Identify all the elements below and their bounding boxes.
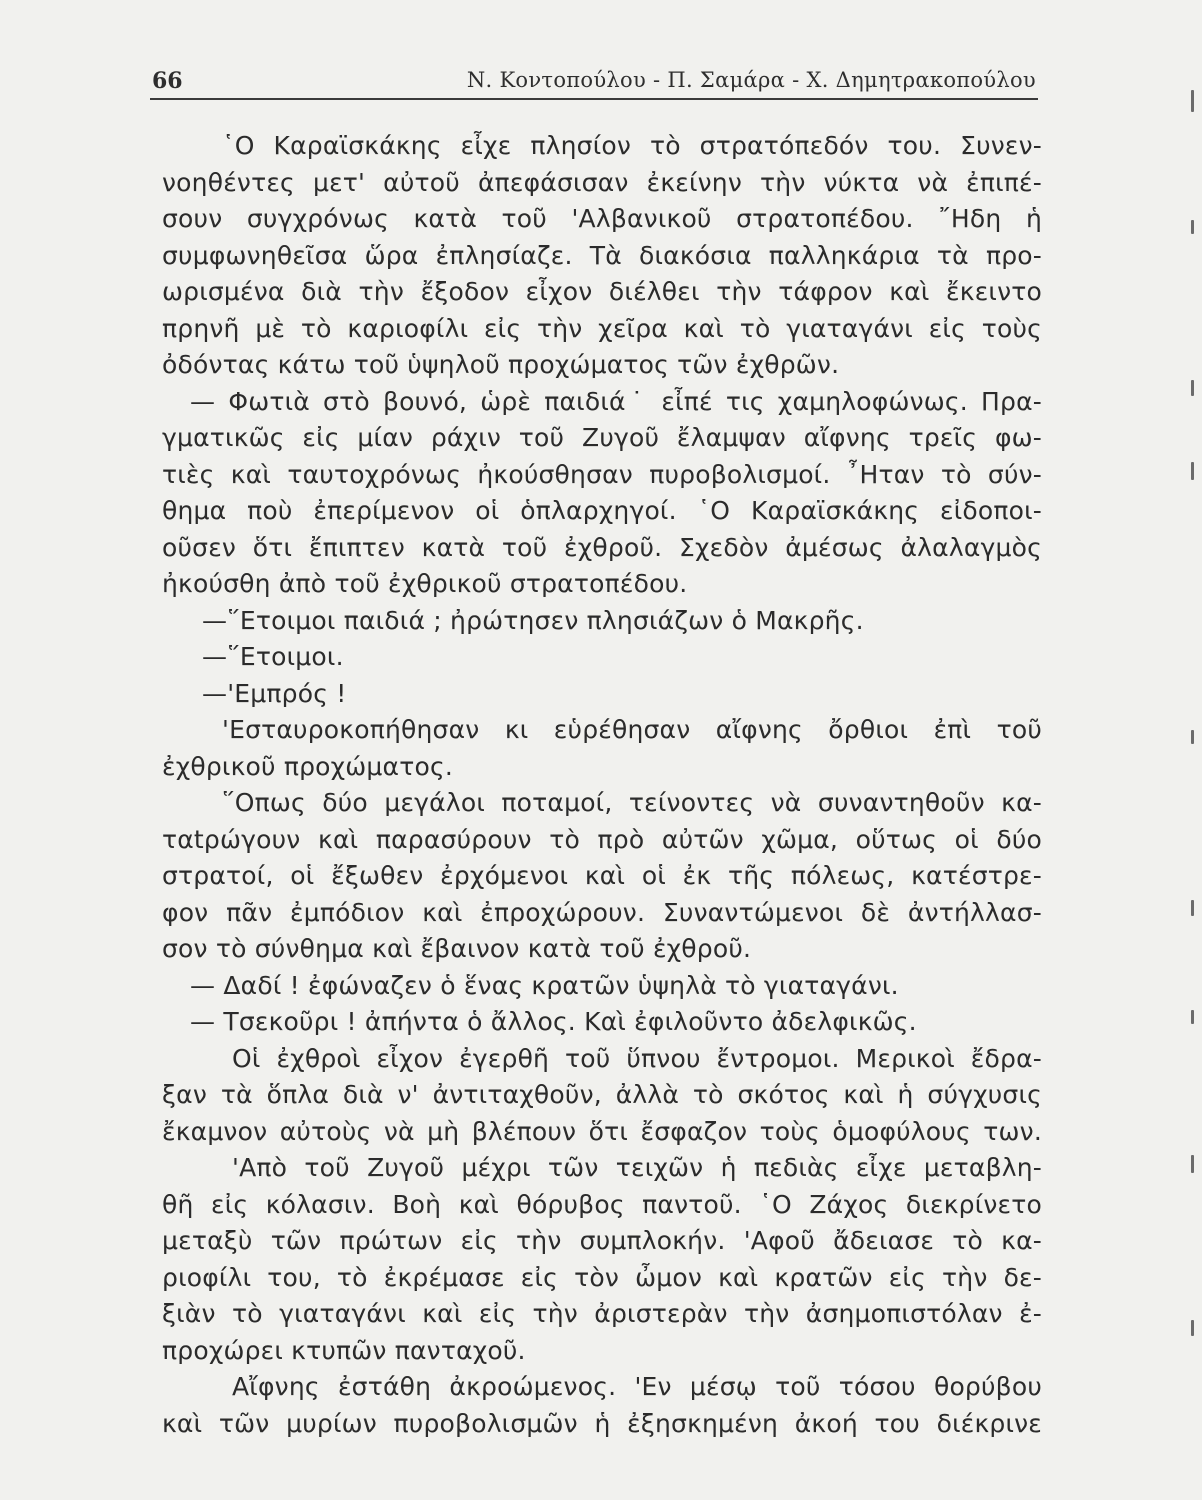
scan-mark xyxy=(1191,90,1194,112)
text-line: ἐχθρικοῦ προχώματος. xyxy=(162,751,453,781)
text-line: — Φωτιὰ στὸ βουνό, ὡρὲ παιδιά˙ εἶπέ τις χαμηλοφώνως. Πρα- xyxy=(190,386,1042,416)
text-line: σον τὸ σύνθημα καὶ ἔβαινον κατὰ τοῦ ἐχθροῦ. xyxy=(162,934,752,963)
scan-mark xyxy=(1191,1010,1194,1024)
text-line: πρηνῆ μὲ τὸ καριοφίλι εἰς τὴν χεῖρα καὶ τὸ γιαταγάνι εἰς τοὺς xyxy=(162,313,1042,343)
text-line: Οἱ ἐχθροὶ εἶχον ἐγερθῆ τοῦ ὕπνου ἔντρομοι. Μερικοὶ ἔδρα- xyxy=(232,1043,1042,1073)
text-line: στρατοί, οἱ ἔξωθεν ἐρχόμενοι καὶ οἱ ἐκ τῆς πόλεως, κατέστρε- xyxy=(162,861,1042,890)
text-line: θῆ εἰς κόλασιν. Βοὴ καὶ θόρυβος παντοῦ. ῾Ο Ζάχος διεκρίνετο xyxy=(162,1189,1042,1219)
text-line: γματικῶς εἰς μίαν ράχιν τοῦ Ζυγοῦ ἔλαμψαν αἴφνης τρεῖς φω- xyxy=(162,423,1042,452)
text-line: συμφωνηθεῖσα ὥρα ἐπλησίαζε. Τὰ διακόσια παλληκάρια τὰ προ- xyxy=(162,240,1042,270)
text-line: φον πᾶν ἐμπόδιον καὶ ἐπροχώρουν. Συναντώμενοι δὲ ἀντήλλασ- xyxy=(162,897,1042,927)
text-line: σουν συγχρόνως κατὰ τοῦ 'Αλβανικοῦ στρατοπέδου. ῎Ηδη ἡ xyxy=(162,204,1042,233)
text-line: —῞Ετοιμοι παιδιά ; ἠρώτησεν πλησιάζων ὁ Μακρῆς. xyxy=(202,605,864,635)
text-line: ῞Οπως δύο μεγάλοι ποταμοί, τείνοντες νὰ συναντηθοῦν κα- xyxy=(222,788,1042,817)
text-line: ὀδόντας κάτω τοῦ ὑψηλοῦ προχώματος τῶν ἐχθρῶν. xyxy=(162,350,840,379)
body-text xyxy=(162,128,1042,1442)
text-line: ξαν τὰ ὅπλα διὰ ν' ἀντιταχθοῦν, ἀλλὰ τὸ σκότος καὶ ἡ σύγχυσις xyxy=(162,1080,1042,1109)
text-line: οῦσεν ὅτι ἔπιπτεν κατὰ τοῦ ἐχθροῦ. Σχεδὸν ἀμέσως ἀλαλαγμὸς xyxy=(162,532,1042,562)
text-line: ξιὰν τὸ γιαταγάνι καὶ εἰς τὴν ἀριστερὰν τὴν ἀσημοπιστόλαν ἐ- xyxy=(162,1299,1042,1328)
text-line: ωρισμένα διὰ τὴν ἔξοδον εἶχον διέλθει τὴν τάφρον καὶ ἔκειντο xyxy=(162,277,1042,306)
scan-edge-marks xyxy=(1180,80,1194,1400)
scan-mark xyxy=(1191,1155,1194,1173)
text-line: προχώρει κτυπῶν πανταχοῦ. xyxy=(162,1335,526,1365)
scan-mark xyxy=(1191,462,1194,480)
text-line: θημα ποὺ ἐπερίμενον οἱ ὁπλαρχηγοί. ῾Ο Καραϊσκάκης εἰδοποι- xyxy=(162,496,1042,525)
page-number: 66 xyxy=(152,68,183,94)
text-line: 'Εσταυροκοπήθησαν κι εὑρέθησαν αἴφνης ὄρθιοι ἐπὶ τοῦ xyxy=(222,715,1042,744)
scan-mark xyxy=(1191,1320,1194,1336)
scan-mark xyxy=(1191,900,1194,916)
scan-mark xyxy=(1191,730,1194,744)
text-line: ριοφίλι του, τὸ ἐκρέμασε εἰς τὸν ὦμον καὶ κρατῶν εἰς τὴν δε- xyxy=(162,1262,1042,1292)
text-line: ῾Ο Καραϊσκάκης εἶχε πλησίον τὸ στρατόπεδόν του. Συνεν- xyxy=(222,131,1042,160)
text-line: Αἴφνης ἐστάθη ἀκροώμενος. 'Εν μέσῳ τοῦ τόσου θορύβου xyxy=(232,1372,1042,1401)
text-line: —῞Ετοιμοι. xyxy=(202,642,344,671)
text-line: — Δαδί ! ἐφώναζεν ὁ ἕνας κρατῶν ὑψηλὰ τὸ γιαταγάνι. xyxy=(190,970,899,1000)
running-head: Ν. Κοντοπούλου - Π. Σαμάρα - Χ. Δημητρακοπούλου xyxy=(466,68,1036,92)
text-line: νοηθέντες μετ' αὐτοῦ ἀπεφάσισαν ἐκείνην τὴν νύκτα νὰ ἐπιπέ- xyxy=(162,167,1042,197)
text-line: — Τσεκοῦρι ! ἀπήντα ὁ ἄλλος. Καὶ ἐφιλοῦντο ἀδελφικῶς. xyxy=(190,1007,917,1036)
text-line: τιὲς καὶ ταυτοχρόνως ἠκούσθησαν πυροβολισμοί. ῏Ηταν τὸ σύν- xyxy=(162,459,1042,489)
scan-mark xyxy=(1191,380,1194,396)
text-line: καὶ τῶν μυρίων πυροβολισμῶν ἡ ἐξησκημένη ἀκοή του διέκρινε xyxy=(162,1408,1042,1438)
text-line: ταtρώγουν καὶ παρασύρουν τὸ πρὸ αὐτῶν χῶμα, οὕτως οἱ δύο xyxy=(162,824,1042,854)
text-line: 'Απὸ τοῦ Ζυγοῦ μέχρι τῶν τειχῶν ἡ πεδιὰς εἶχε μεταβλη- xyxy=(232,1153,1042,1182)
text-line: μεταξὺ τῶν πρώτων εἰς τὴν συμπλοκήν. 'Αφοῦ ἄδειασε τὸ κα- xyxy=(162,1226,1042,1255)
text-line: ἔκαμνον αὐτοὺς νὰ μὴ βλέπουν ὅτι ἔσφαζον τοὺς ὁμοφύλους των. xyxy=(162,1116,1042,1146)
page-header xyxy=(150,62,1038,100)
scan-mark xyxy=(1191,220,1194,234)
text-line: ἠκούσθη ἀπὸ τοῦ ἐχθρικοῦ στρατοπέδου. xyxy=(162,569,688,598)
text-line: —'Εμπρός ! xyxy=(202,678,347,708)
